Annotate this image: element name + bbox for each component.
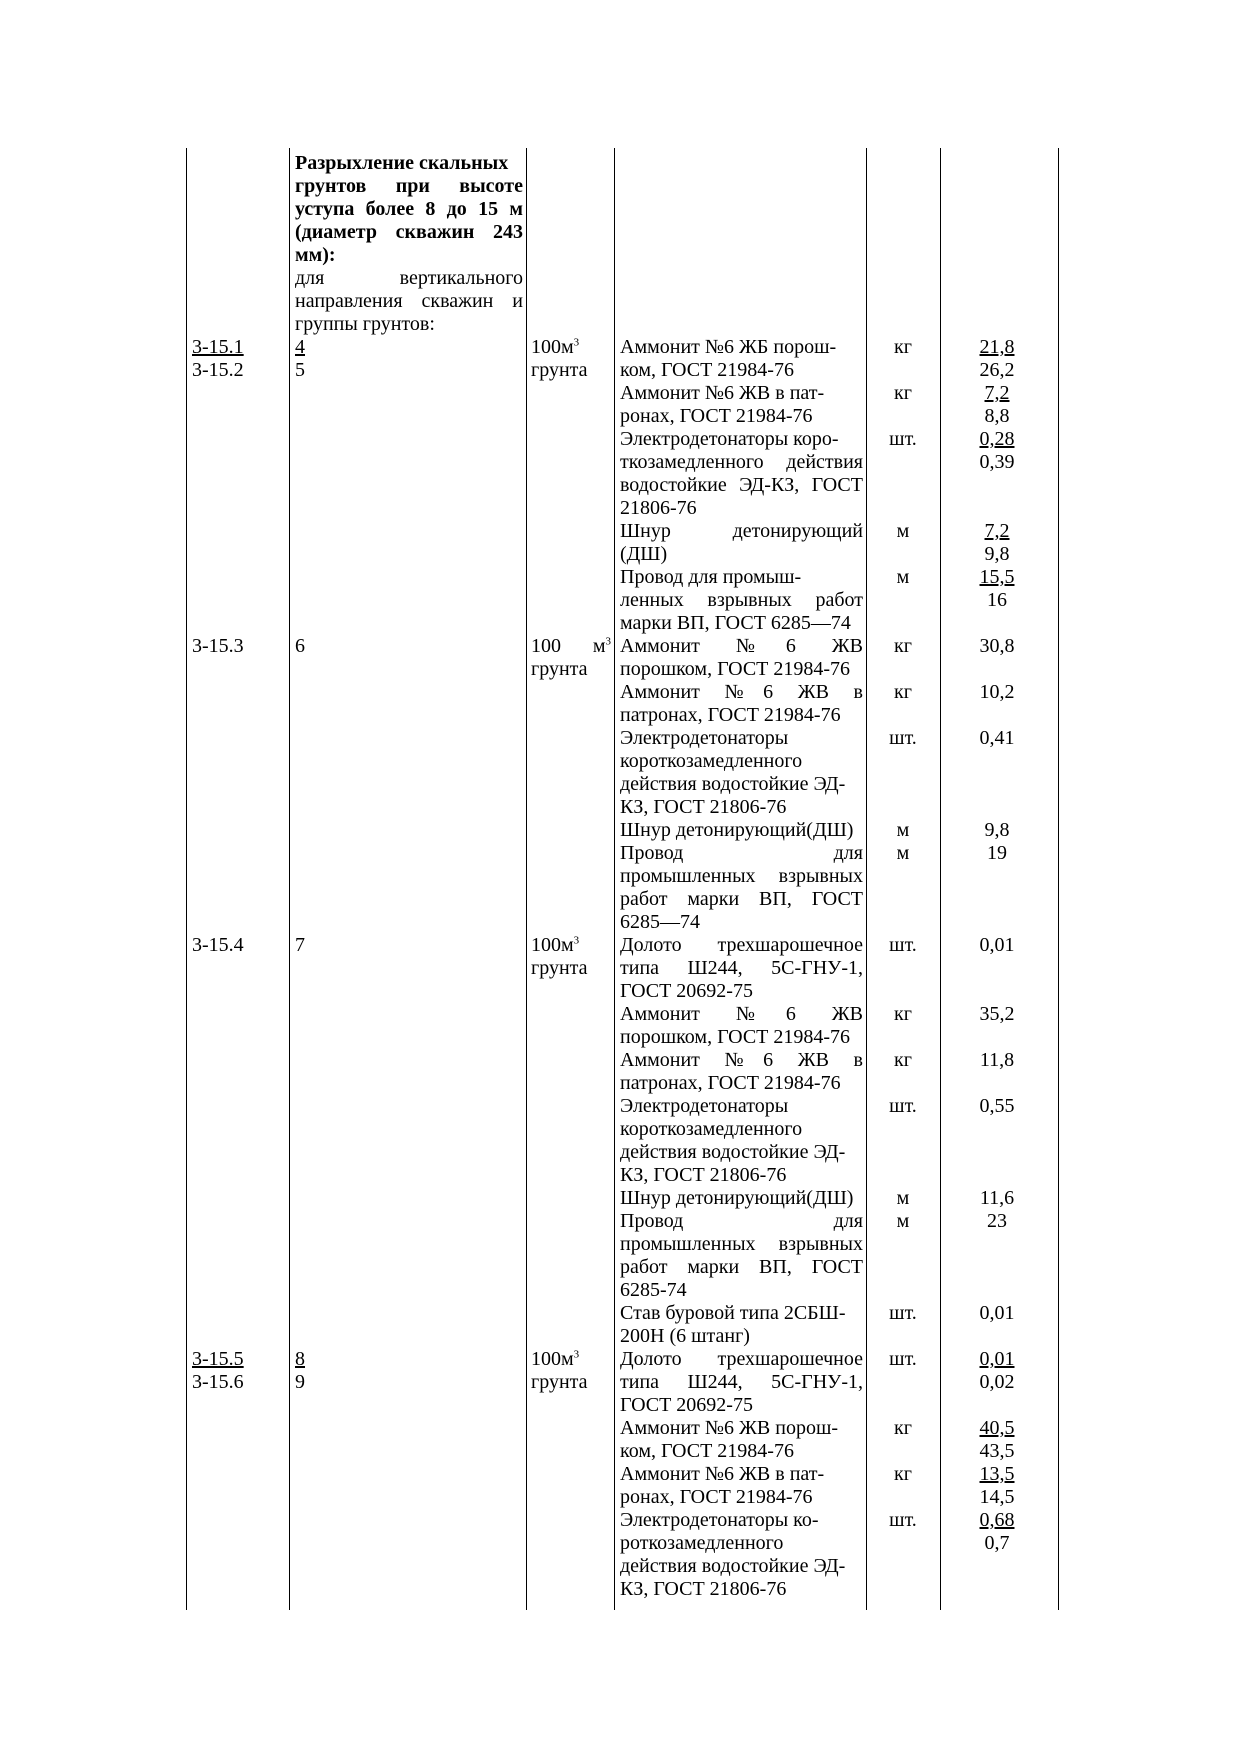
material-text-line: Электродетонаторы коро- [620, 428, 839, 450]
norm-code: 3-15.5 [192, 1348, 244, 1370]
material-text-line: ГОСТ 20692-75 [620, 980, 753, 1002]
material-text-line: 200Н (6 штанг) [620, 1325, 750, 1347]
norm-value: 30,8 [979, 635, 1015, 657]
material-text-line: ГОСТ 20692-75 [620, 1394, 753, 1416]
material-text-line: действия водостойкие ЭД- [620, 1141, 846, 1163]
norm-value: 40,5 [979, 1417, 1015, 1439]
norm-value: 21,8 [979, 336, 1015, 358]
material-text-line: Шнур детонирующий(ДШ) [620, 819, 854, 841]
norm-value: 7,2 [984, 520, 1010, 542]
section-title-line: уступа более 8 до 15 м [295, 198, 523, 220]
material-text-line: Долото трехшарошечное [620, 1348, 863, 1370]
material-text-line: работ марки ВП, ГОСТ [620, 1256, 863, 1278]
material-unit: шт. [889, 1095, 917, 1117]
material-unit: м [896, 1187, 910, 1209]
material-text-line: промышленных взрывных [620, 1233, 863, 1255]
norm-value: 23 [987, 1210, 1007, 1232]
material-text-line: порошком, ГОСТ 21984-76 [620, 1026, 851, 1048]
material-text-line: Электродетонаторы [620, 727, 789, 749]
norm-value: 14,5 [979, 1486, 1015, 1508]
material-unit: кг [894, 336, 912, 358]
material-unit: шт. [889, 1509, 917, 1531]
material-text-line: ронах, ГОСТ 21984-76 [620, 1486, 813, 1508]
norm-value: 0,41 [979, 727, 1015, 749]
material-text-line: типа Ш244, 5С-ГНУ-1, [620, 1371, 863, 1393]
norm-value: 15,5 [979, 566, 1015, 588]
measure-unit: грунта [531, 1371, 588, 1393]
material-text-line: Шнур детонирующий(ДШ) [620, 1187, 854, 1209]
norm-value: 0,01 [979, 934, 1015, 956]
material-unit: кг [894, 1417, 912, 1439]
material-text-line: патронах, ГОСТ 21984-76 [620, 1072, 841, 1094]
material-text-line: работ марки ВП, ГОСТ [620, 888, 863, 910]
material-text-line: ткозамедленного действия [620, 451, 863, 473]
material-unit: кг [894, 635, 912, 657]
material-text-line: Аммонит №6 ЖВ в [620, 681, 863, 703]
norm-value: 9,8 [984, 819, 1010, 841]
material-text-line: промышленных взрывных [620, 865, 863, 887]
material-text-line: роткозамедленного [620, 1532, 784, 1554]
material-text-line: ленных взрывных работ [620, 589, 863, 611]
norm-value: 19 [987, 842, 1007, 864]
soil-group: 7 [295, 934, 305, 956]
material-unit: шт. [889, 1348, 917, 1370]
material-text-line: 6285-74 [620, 1279, 687, 1301]
norm-code: 3-15.4 [192, 934, 244, 956]
material-unit: шт. [889, 1302, 917, 1324]
material-text-line: действия водостойкие ЭД- [620, 773, 846, 795]
material-text-line: КЗ, ГОСТ 21806-76 [620, 796, 787, 818]
material-text-line: Провод для [620, 842, 863, 864]
material-text-line: ком, ГОСТ 21984-76 [620, 1440, 794, 1462]
material-text-line: Аммонит №6 ЖВ порош- [620, 1417, 839, 1439]
norm-value: 0,01 [979, 1302, 1015, 1324]
material-unit: шт. [889, 727, 917, 749]
norm-value: 26,2 [979, 359, 1015, 381]
section-subtitle-line: направления скважин и [295, 290, 523, 312]
norm-value: 13,5 [979, 1463, 1015, 1485]
norm-code: 3-15.2 [192, 359, 244, 381]
section-title-line: Разрыхление скальных [295, 152, 509, 174]
norm-value: 8,8 [984, 405, 1010, 427]
material-text-line: патронах, ГОСТ 21984-76 [620, 704, 841, 726]
measure-unit: грунта [531, 957, 588, 979]
material-unit: м [896, 842, 910, 864]
section-subtitle-line: для вертикального [295, 267, 523, 289]
material-text-line: Шнур детонирующий [620, 520, 863, 542]
soil-group: 5 [295, 359, 305, 381]
material-text-line: Аммонит №6 ЖВ [620, 1003, 863, 1025]
measure-unit: грунта [531, 658, 588, 680]
norm-code: 3-15.6 [192, 1371, 244, 1393]
material-text-line: Аммонит №6 ЖВ в пат- [620, 382, 825, 404]
measure-unit: 100 $м^3$ [531, 635, 611, 657]
material-unit: м [896, 1210, 910, 1232]
section-title-line: (диаметр скважин 243 [295, 221, 523, 243]
material-text-line: водостойкие ЭД-КЗ, ГОСТ [620, 474, 863, 496]
measure-unit: грунта [531, 359, 588, 381]
material-unit: кг [894, 1003, 912, 1025]
material-text-line: (ДШ) [620, 543, 668, 565]
material-unit: кг [894, 1049, 912, 1071]
norm-code: 3-15.3 [192, 635, 244, 657]
section-title-line: грунтов при высоте [295, 175, 523, 197]
material-text-line: Аммонит №6 ЖВ в [620, 1049, 863, 1071]
norm-value: 0,02 [979, 1371, 1015, 1393]
material-unit: м [896, 520, 910, 542]
norm-value: 0,7 [984, 1532, 1010, 1554]
material-text-line: Электродетонаторы [620, 1095, 789, 1117]
material-unit: шт. [889, 428, 917, 450]
norm-value: 43,5 [979, 1440, 1015, 1462]
material-unit: кг [894, 1463, 912, 1485]
material-unit: м [896, 819, 910, 841]
material-text-line: Электродетонаторы ко- [620, 1509, 819, 1531]
material-unit: кг [894, 382, 912, 404]
measure-unit: $100м^3$ [531, 934, 580, 956]
soil-group: 8 [295, 1348, 305, 1370]
material-text-line: Аммонит №6 ЖБ порош- [620, 336, 837, 358]
material-text-line: Аммонит №6 ЖВ [620, 635, 863, 657]
norm-value: 0,01 [979, 1348, 1015, 1370]
material-text-line: ком, ГОСТ 21984-76 [620, 359, 794, 381]
material-text-line: 6285—74 [620, 911, 700, 933]
norm-value: 11,6 [979, 1187, 1015, 1209]
material-unit: м [896, 566, 910, 588]
material-text-line: порошком, ГОСТ 21984-76 [620, 658, 851, 680]
material-text-line: Став буровой типа 2СБШ- [620, 1302, 846, 1324]
material-text-line: ронах, ГОСТ 21984-76 [620, 405, 813, 427]
norm-value: 9,8 [984, 543, 1010, 565]
norm-value: 7,2 [984, 382, 1010, 404]
section-title-line: мм): [295, 244, 336, 266]
measure-unit: $100м^3$ [531, 336, 580, 358]
material-unit: шт. [889, 934, 917, 956]
material-text-line: Провод для промыш- [620, 566, 802, 588]
norm-code: 3-15.1 [192, 336, 244, 358]
material-unit: кг [894, 681, 912, 703]
norm-value: 0,55 [979, 1095, 1015, 1117]
material-text-line: марки ВП, ГОСТ 6285—74 [620, 612, 851, 634]
soil-group: 6 [295, 635, 305, 657]
norm-value: 35,2 [979, 1003, 1015, 1025]
norm-value: 16 [987, 589, 1007, 611]
measure-unit: $100м^3$ [531, 1348, 580, 1370]
material-text-line: короткозамедленного [620, 750, 803, 772]
material-text-line: Провод для [620, 1210, 863, 1232]
material-text-line: Аммонит №6 ЖВ в пат- [620, 1463, 825, 1485]
material-text-line: КЗ, ГОСТ 21806-76 [620, 1164, 787, 1186]
material-text-line: действия водостойкие ЭД- [620, 1555, 846, 1577]
norm-value: 0,28 [979, 428, 1015, 450]
material-text-line: 21806-76 [620, 497, 697, 519]
soil-group: 9 [295, 1371, 305, 1393]
norm-value: 0,68 [979, 1509, 1015, 1531]
material-text-line: КЗ, ГОСТ 21806-76 [620, 1578, 787, 1600]
soil-group: 4 [295, 336, 305, 358]
norm-value: 11,8 [979, 1049, 1015, 1071]
material-text-line: типа Ш244, 5С-ГНУ-1, [620, 957, 863, 979]
norm-value: 0,39 [979, 451, 1015, 473]
material-text-line: короткозамедленного [620, 1118, 803, 1140]
section-subtitle-line: группы грунтов: [295, 313, 435, 335]
norm-value: 10,2 [979, 681, 1015, 703]
material-text-line: Долото трехшарошечное [620, 934, 863, 956]
